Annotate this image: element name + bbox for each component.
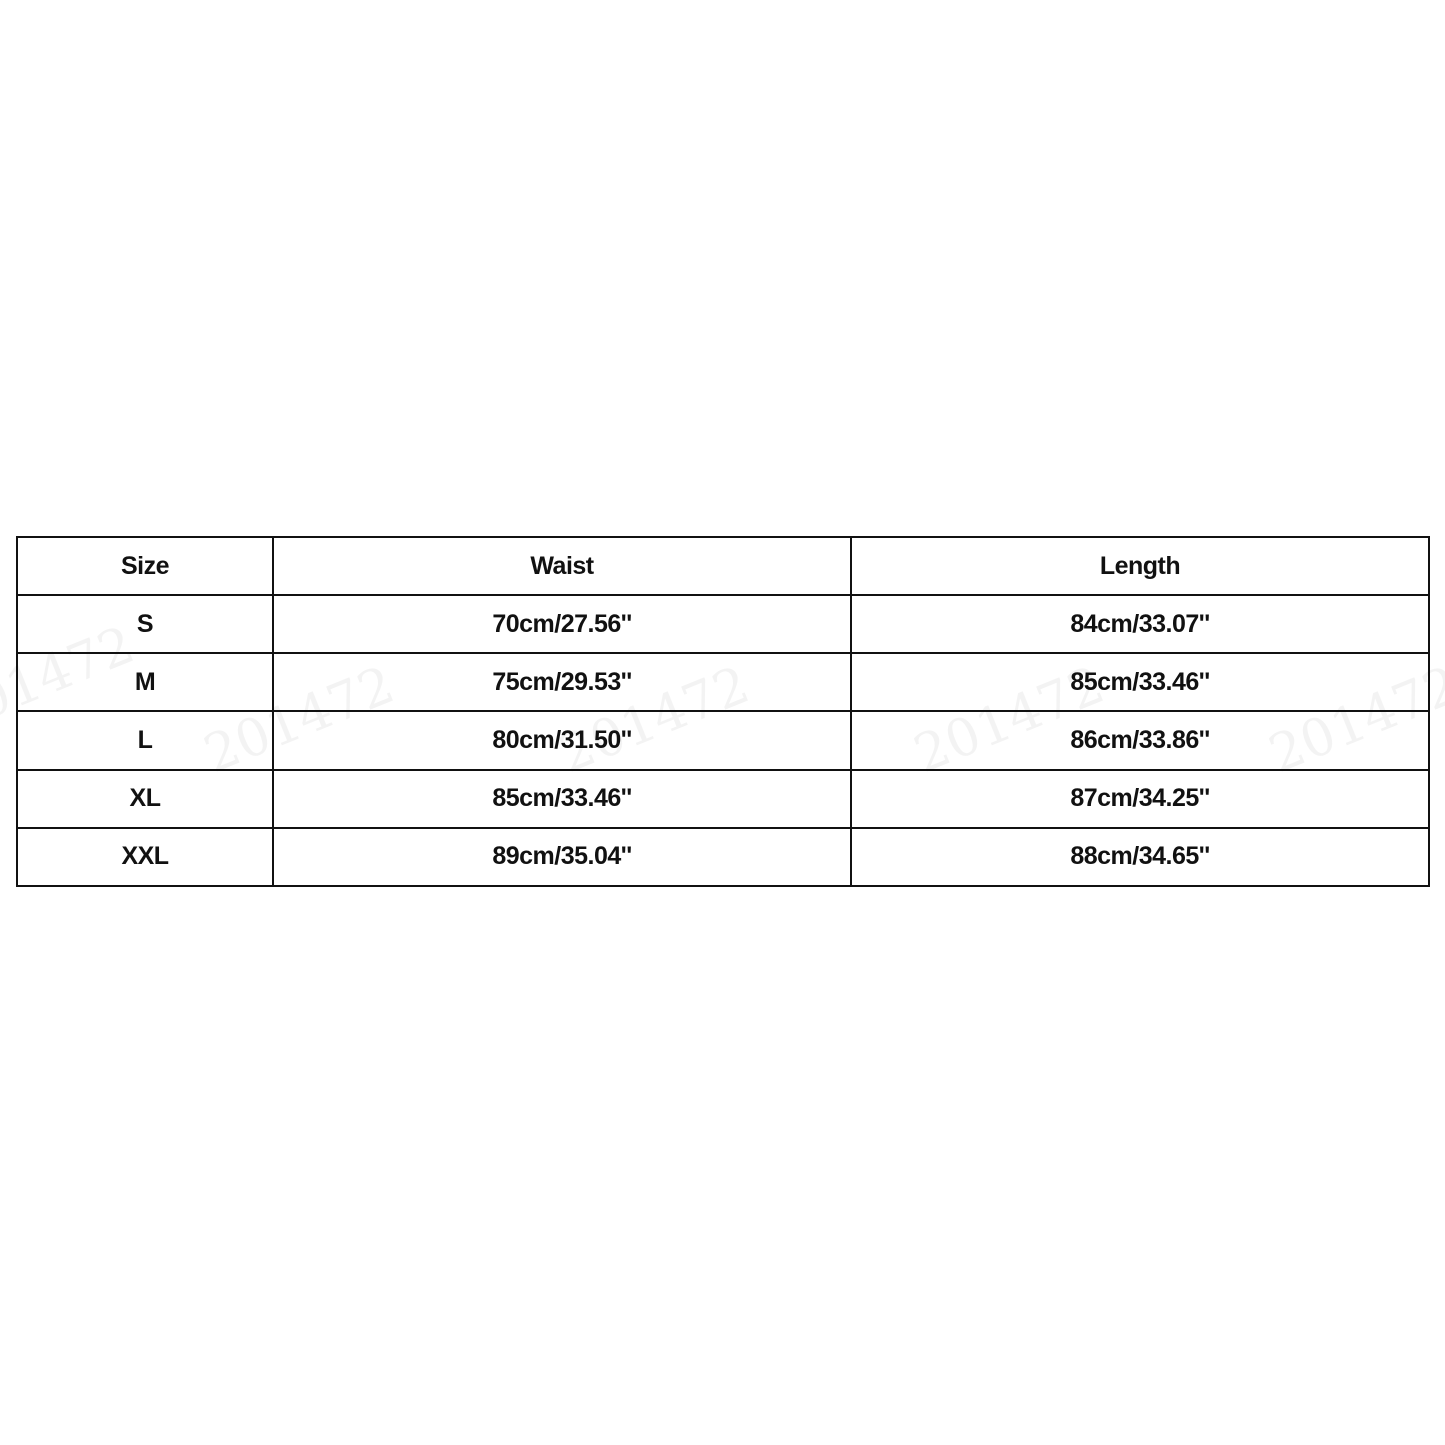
cell-waist: 75cm/29.53'' [273, 653, 851, 711]
cell-waist: 89cm/35.04'' [273, 828, 851, 886]
cell-length: 84cm/33.07'' [851, 595, 1429, 653]
cell-size: L [17, 711, 273, 769]
table-row [17, 653, 1429, 711]
cell-waist: 80cm/31.50'' [273, 711, 851, 769]
cell-size: S [17, 595, 273, 653]
cell-length: 87cm/34.25'' [851, 770, 1429, 828]
cell-length: 86cm/33.86'' [851, 711, 1429, 769]
header-waist: Waist [273, 537, 851, 595]
size-chart-table [16, 536, 1430, 887]
table-row [17, 595, 1429, 653]
cell-waist: 85cm/33.46'' [273, 770, 851, 828]
table-header-row [17, 537, 1429, 595]
header-length: Length [851, 537, 1429, 595]
header-size: Size [17, 537, 273, 595]
cell-size: M [17, 653, 273, 711]
table-row [17, 770, 1429, 828]
cell-waist: 70cm/27.56'' [273, 595, 851, 653]
cell-size: XXL [17, 828, 273, 886]
cell-length: 88cm/34.65'' [851, 828, 1429, 886]
cell-length: 85cm/33.46'' [851, 653, 1429, 711]
cell-size: XL [17, 770, 273, 828]
table-row [17, 828, 1429, 886]
table-row [17, 711, 1429, 769]
